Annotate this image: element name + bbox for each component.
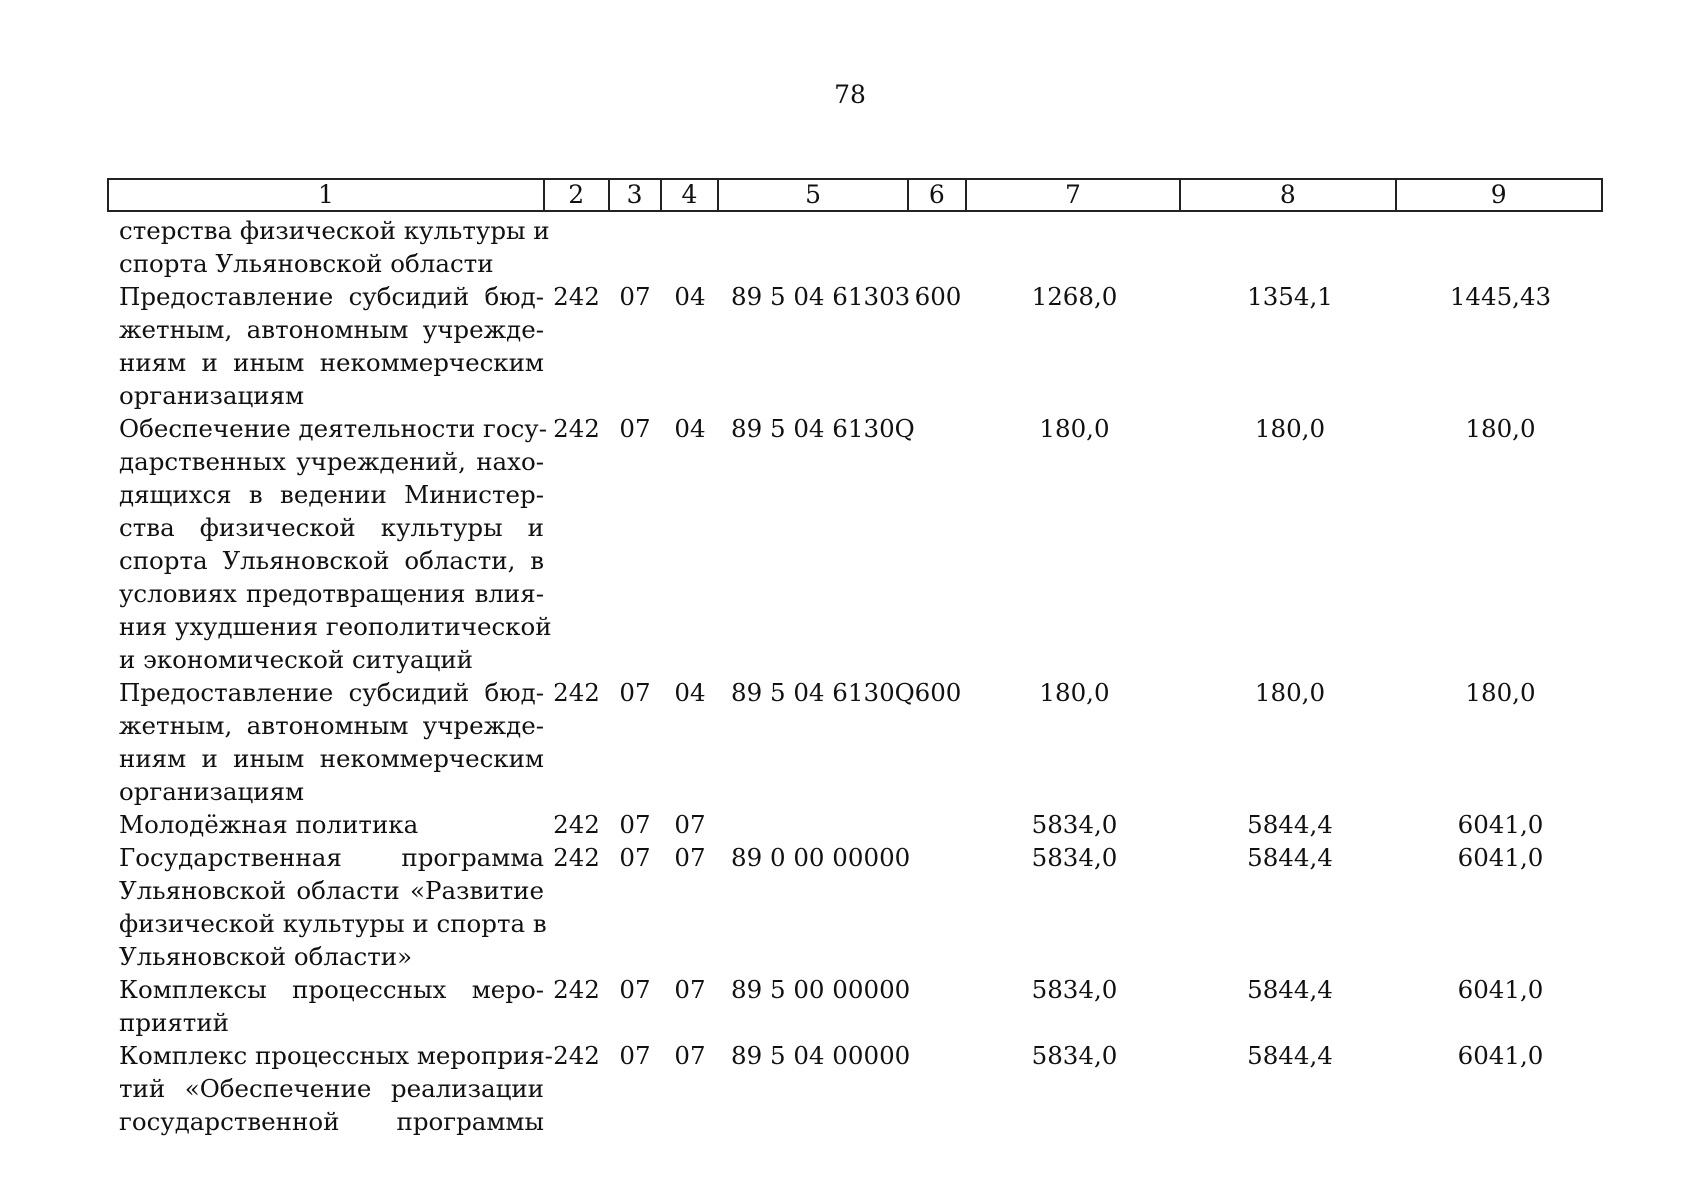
amount-col-9-cell: 6041,0	[1457, 975, 1544, 1004]
code-cell: 89 5 04 6130Q	[731, 678, 915, 707]
description-cell	[107, 841, 547, 973]
column-2-cell: 242	[553, 678, 600, 707]
description-line: дящихся в ведении Министер-	[119, 480, 544, 509]
column-4-cell: 07	[674, 843, 706, 872]
amount-col-9-cell: 6041,0	[1457, 843, 1544, 872]
header-col-6: 6	[909, 180, 967, 210]
column-4-cell: 07	[674, 1041, 706, 1070]
amount-col-8-cell: 180,0	[1254, 678, 1326, 707]
header-col-4: 4	[662, 180, 720, 210]
description-cell	[107, 676, 544, 808]
column-3-cell: 07	[619, 1041, 651, 1070]
amount-col-8-cell: 180,0	[1254, 414, 1326, 443]
description-line: спорта Ульяновской области	[119, 249, 494, 278]
amount-col-8-cell: 5844,4	[1247, 843, 1333, 872]
header-col-2: 2	[545, 180, 610, 210]
column-3-cell: 07	[619, 810, 651, 839]
table-row	[107, 808, 1603, 841]
amount-col-7-cell: 5834,0	[1031, 1041, 1118, 1070]
table-header	[107, 178, 1603, 212]
description-line: Государственная программа	[119, 843, 544, 872]
column-3-cell: 07	[619, 414, 651, 443]
description-line: жетным, автономным учрежде-	[119, 315, 544, 344]
description-line: и экономической ситуаций	[119, 645, 474, 674]
code-cell: 89 5 04 6130Q	[731, 414, 915, 443]
column-2-cell: 242	[553, 1041, 600, 1070]
column-2-cell: 242	[553, 810, 600, 839]
page-number: 78	[834, 80, 866, 109]
header-col-9: 9	[1490, 180, 1507, 209]
code-cell: 89 5 04 61303	[731, 282, 911, 311]
description-cell	[107, 412, 552, 676]
column-4-cell: 07	[674, 810, 706, 839]
description-line: стерства физической культуры и	[119, 216, 550, 245]
header-col-8: 8	[1181, 180, 1396, 210]
description-line: ства физической культуры и	[119, 513, 544, 542]
description-cell	[107, 1039, 553, 1138]
description-line: ния ухудшения геополитической	[119, 612, 552, 641]
column-3-cell: 07	[619, 282, 651, 311]
description-line: тий «Обеспечение реализации	[119, 1074, 544, 1103]
amount-col-9-cell: 1445,43	[1449, 282, 1552, 311]
header-col-7: 7	[967, 180, 1181, 210]
column-3-cell: 07	[619, 843, 651, 872]
table-row	[107, 280, 1603, 412]
code-cell: 89 5 00 00000	[731, 975, 911, 1004]
header-col-3: 3	[610, 180, 662, 210]
description-line: приятий	[119, 1008, 230, 1037]
amount-col-8-cell: 5844,4	[1247, 810, 1333, 839]
description-cell	[107, 808, 544, 841]
description-line: Комплекс процессных мероприя-	[119, 1041, 553, 1070]
column-4-cell: 07	[674, 975, 706, 1004]
column-6-cell: 600	[914, 678, 962, 707]
description-line: Молодёжная политика	[119, 810, 419, 839]
description-line: ниям и иным некоммерческим	[119, 744, 544, 773]
description-line: Ульяновской области»	[119, 942, 413, 971]
description-line: Предоставление субсидий бюд-	[119, 282, 544, 311]
column-4-cell: 04	[674, 282, 706, 311]
amount-col-9-cell: 6041,0	[1457, 810, 1544, 839]
column-4-cell: 04	[674, 414, 706, 443]
header-col-5: 5	[719, 180, 908, 210]
amount-col-7-cell: 180,0	[1039, 678, 1110, 707]
description-line: Обеспечение деятельности госу-	[119, 414, 547, 443]
description-line: организациям	[119, 777, 305, 806]
amount-col-9-cell: 180,0	[1465, 414, 1536, 443]
column-2-cell: 242	[553, 414, 600, 443]
column-4-cell: 04	[674, 678, 706, 707]
column-3-cell: 07	[619, 678, 651, 707]
description-cell	[107, 214, 550, 280]
column-2-cell: 242	[553, 843, 600, 872]
description-line: спорта Ульяновской области, в	[119, 546, 544, 575]
description-cell	[107, 280, 544, 412]
description-line: дарственных учреждений, нахо-	[119, 447, 544, 476]
table-row	[107, 841, 1603, 973]
column-3-cell: 07	[619, 975, 651, 1004]
description-line: Предоставление субсидий бюд-	[119, 678, 544, 707]
code-cell: 89 5 04 00000	[731, 1041, 911, 1070]
description-line: Ульяновской области «Развитие	[119, 876, 544, 905]
table-row	[107, 214, 1603, 280]
table-row	[107, 1039, 1603, 1138]
description-line: физической культуры и спорта в	[119, 909, 547, 938]
table-body	[107, 214, 1603, 1138]
description-line: организациям	[119, 381, 305, 410]
amount-col-9-cell: 180,0	[1465, 678, 1536, 707]
code-cell: 89 0 00 00000	[731, 843, 911, 872]
amount-col-7-cell: 5834,0	[1031, 843, 1118, 872]
amount-col-7-cell: 5834,0	[1031, 810, 1118, 839]
table-row	[107, 973, 1603, 1039]
description-cell	[107, 973, 544, 1039]
description-line: жетным, автономным учрежде-	[119, 711, 544, 740]
description-line: государственной программы	[119, 1107, 544, 1136]
header-col-1: 1	[109, 180, 545, 210]
amount-col-9-cell: 6041,0	[1457, 1041, 1544, 1070]
table-row	[107, 412, 1603, 676]
description-line: условиях предотвращения влия-	[119, 579, 544, 608]
description-line: ниям и иным некоммерческим	[119, 348, 544, 377]
column-2-cell: 242	[553, 282, 600, 311]
amount-col-8-cell: 1354,1	[1247, 282, 1333, 311]
amount-col-8-cell: 5844,4	[1247, 1041, 1333, 1070]
column-6-cell: 600	[914, 282, 962, 311]
table-row	[107, 676, 1603, 808]
amount-col-7-cell: 180,0	[1039, 414, 1110, 443]
amount-col-8-cell: 5844,4	[1247, 975, 1333, 1004]
description-line: Комплексы процессных меро-	[119, 975, 544, 1004]
amount-col-7-cell: 1268,0	[1031, 282, 1118, 311]
column-2-cell: 242	[553, 975, 600, 1004]
amount-col-7-cell: 5834,0	[1031, 975, 1118, 1004]
